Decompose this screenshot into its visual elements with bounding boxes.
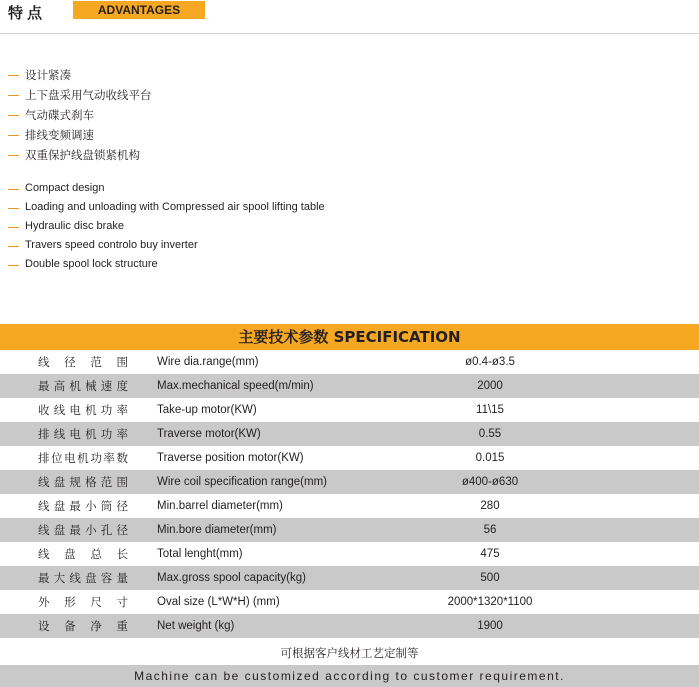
spec-label-cn: 最大线盘容量: [38, 571, 128, 585]
spec-value: 56: [483, 524, 497, 536]
feature-text: 排线变频调速: [25, 128, 94, 142]
spec-value: 500: [480, 572, 500, 584]
dash-bullet-icon: [8, 135, 19, 136]
spec-value: 2000: [477, 380, 503, 392]
spec-value: 1900: [477, 620, 503, 632]
spec-label-cn: 排位电机功率数: [38, 451, 128, 465]
table-row: [0, 422, 699, 446]
specification-table: [0, 324, 699, 638]
spec-label-en: Wire dia.range(mm): [157, 356, 259, 368]
list-item: [0, 65, 699, 85]
table-row: [0, 470, 699, 494]
spec-label-en: Traverse motor(KW): [157, 428, 261, 440]
table-row: [0, 494, 699, 518]
table-row: [0, 374, 699, 398]
features-list-en: [0, 179, 699, 274]
list-item: [0, 217, 699, 236]
features-list-cn: [0, 65, 699, 165]
spec-label-cn: 线盘总长: [38, 547, 128, 561]
dash-bullet-icon: [8, 189, 19, 190]
header-divider: [0, 33, 699, 34]
list-item: [0, 85, 699, 105]
dash-bullet-icon: [8, 115, 19, 116]
spec-label-cn: 设备净重: [38, 619, 128, 633]
dash-bullet-icon: [8, 95, 19, 96]
spec-value: 475: [480, 548, 500, 560]
dash-bullet-icon: [8, 227, 19, 228]
spec-label-en: Wire coil specification range(mm): [157, 476, 327, 488]
dash-bullet-icon: [8, 75, 19, 76]
feature-text: 设计紧凑: [25, 68, 71, 82]
specification-title: 主要技术参数 SPECIFICATION: [0, 324, 699, 350]
spec-label-cn: 线盘最小孔径: [38, 523, 128, 537]
spec-value: ø400-ø630: [461, 476, 519, 488]
advantages-badge: ADVANTAGES: [73, 1, 205, 19]
spec-label-en: Max.gross spool capacity(kg): [157, 572, 306, 584]
feature-text: Compact design: [25, 182, 105, 194]
feature-text: 气动碟式刹车: [25, 108, 94, 122]
spec-label-cn: 外形尺寸: [38, 595, 128, 609]
custom-note-cn: 可根据客户线材工艺定制等: [0, 641, 699, 665]
table-row: [0, 446, 699, 470]
spec-label-en: Total lenght(mm): [157, 548, 243, 560]
table-row: [0, 398, 699, 422]
table-row: [0, 614, 699, 638]
list-item: [0, 105, 699, 125]
table-row: [0, 590, 699, 614]
list-item: [0, 255, 699, 274]
feature-text: 双重保护线盘锁紧机构: [25, 148, 140, 162]
table-row: [0, 542, 699, 566]
spec-label-en: Min.barrel diameter(mm): [157, 500, 283, 512]
spec-label-cn: 最高机械速度: [38, 379, 128, 393]
feature-text: 上下盘采用气动收线平台: [25, 88, 152, 102]
spec-label-cn: 线盘最小筒径: [38, 499, 128, 513]
spec-label-en: Take-up motor(KW): [157, 404, 257, 416]
feature-text: Hydraulic disc brake: [25, 220, 125, 232]
dash-bullet-icon: [8, 208, 19, 209]
table-row: [0, 566, 699, 590]
list-item: [0, 125, 699, 145]
spec-label-en: Min.bore diameter(mm): [157, 524, 277, 536]
header: [0, 0, 699, 34]
dash-bullet-icon: [8, 246, 19, 247]
spec-label-en: Max.mechanical speed(m/min): [157, 380, 314, 392]
spec-label-en: Traverse position motor(KW): [157, 452, 304, 464]
spec-value: 280: [480, 500, 500, 512]
spec-value: 0.55: [478, 428, 502, 440]
spec-label-cn: 线盘规格范围: [38, 475, 128, 489]
spec-label-cn: 线径范围: [38, 355, 128, 369]
table-row: [0, 350, 699, 374]
spec-label-cn: 收线电机功率: [38, 403, 128, 417]
table-row: [0, 518, 699, 542]
feature-text: Travers speed controlo buy inverter: [25, 239, 198, 251]
spec-value: 11\15: [476, 404, 504, 416]
feature-text: Loading and unloading with Compressed air spool lifting table: [25, 201, 325, 213]
spec-value: ø0.4-ø3.5: [465, 356, 515, 368]
spec-value: 2000*1320*1100: [447, 596, 533, 608]
dash-bullet-icon: [8, 265, 19, 266]
spec-label-en: Oval size (L*W*H) (mm): [157, 596, 280, 608]
list-item: [0, 179, 699, 198]
list-item: [0, 236, 699, 255]
list-item: [0, 145, 699, 165]
spec-label-en: Net weight (kg): [157, 620, 235, 632]
custom-note-en: Machine can be customized according to customer requirement.: [0, 665, 699, 687]
dash-bullet-icon: [8, 155, 19, 156]
list-item: [0, 198, 699, 217]
spec-value: 0.015: [475, 452, 505, 464]
feature-text: Double spool lock structure: [25, 258, 158, 270]
section-title-cn: 特点: [8, 4, 47, 22]
spec-label-cn: 排线电机功率: [38, 427, 128, 441]
